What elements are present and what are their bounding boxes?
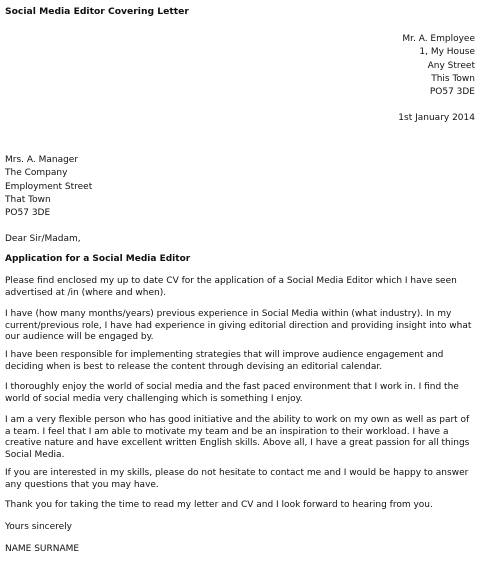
body-paragraph-7: Thank you for taking the time to read my letter and CV and I look forward to hearing from you. [5, 500, 433, 510]
letter-title: Social Media Editor Covering Letter [5, 6, 189, 17]
sender-address-block [402, 33, 475, 99]
sender-address-line1: 1, My House [419, 47, 475, 58]
body-paragraph-4: I thoroughly enjoy the world of social media and the fast paced environment that I work in. I find the world of social media very challenging which is something I enjoy. [5, 382, 459, 404]
body-paragraph-5: I am a very flexible person who has good initiative and the ability to work on my own as well as part of a team. I feel that I am able to motivate my team and be an inspiration to their workload. I have a creative nature and have excellent written English skills. Above all, I have a great passion for all things Social Media. [5, 415, 470, 460]
sender-address-line2: Any Street [427, 60, 475, 71]
body-paragraph-1: Please find enclosed my up to date CV for the application of a Social Media Editor which I have seen advertised at /in (where and when). [5, 276, 457, 298]
subject-line: Application for a Social Media Editor [5, 254, 191, 264]
sender-town: This Town [431, 73, 475, 84]
letter-date: 1st January 2014 [398, 113, 475, 123]
recipient-name: Mrs. A. Manager [5, 155, 79, 165]
recipient-postcode: PO57 3DE [5, 208, 51, 219]
recipient-address-block [5, 154, 92, 220]
salutation: Dear Sir/Madam, [5, 234, 81, 244]
sender-name: Mr. A. Employee [402, 34, 475, 44]
recipient-company: The Company [5, 168, 68, 179]
sender-postcode: PO57 3DE [429, 87, 475, 98]
body-paragraph-6: If you are interested in my skills, please do not hesitate to contact me and I would be happy to answer any questions that you may have. [5, 468, 469, 490]
recipient-town: That Town [5, 194, 51, 205]
signature-name: NAME SURNAME [5, 544, 80, 554]
body-paragraph-3: I have been responsible for implementing strategies that will improve audience engagement and deciding when is best to release the content through devising an editorial calendar. [5, 350, 444, 372]
recipient-street: Employment Street [5, 181, 93, 192]
closing: Yours sincerely [5, 522, 73, 532]
body-paragraph-2: I have (how many months/years) previous experience in Social Media within (what industry). In my current/previous role, I have had experience in giving editorial direction and providing insight into what our audience will be engaged by. [5, 309, 472, 342]
